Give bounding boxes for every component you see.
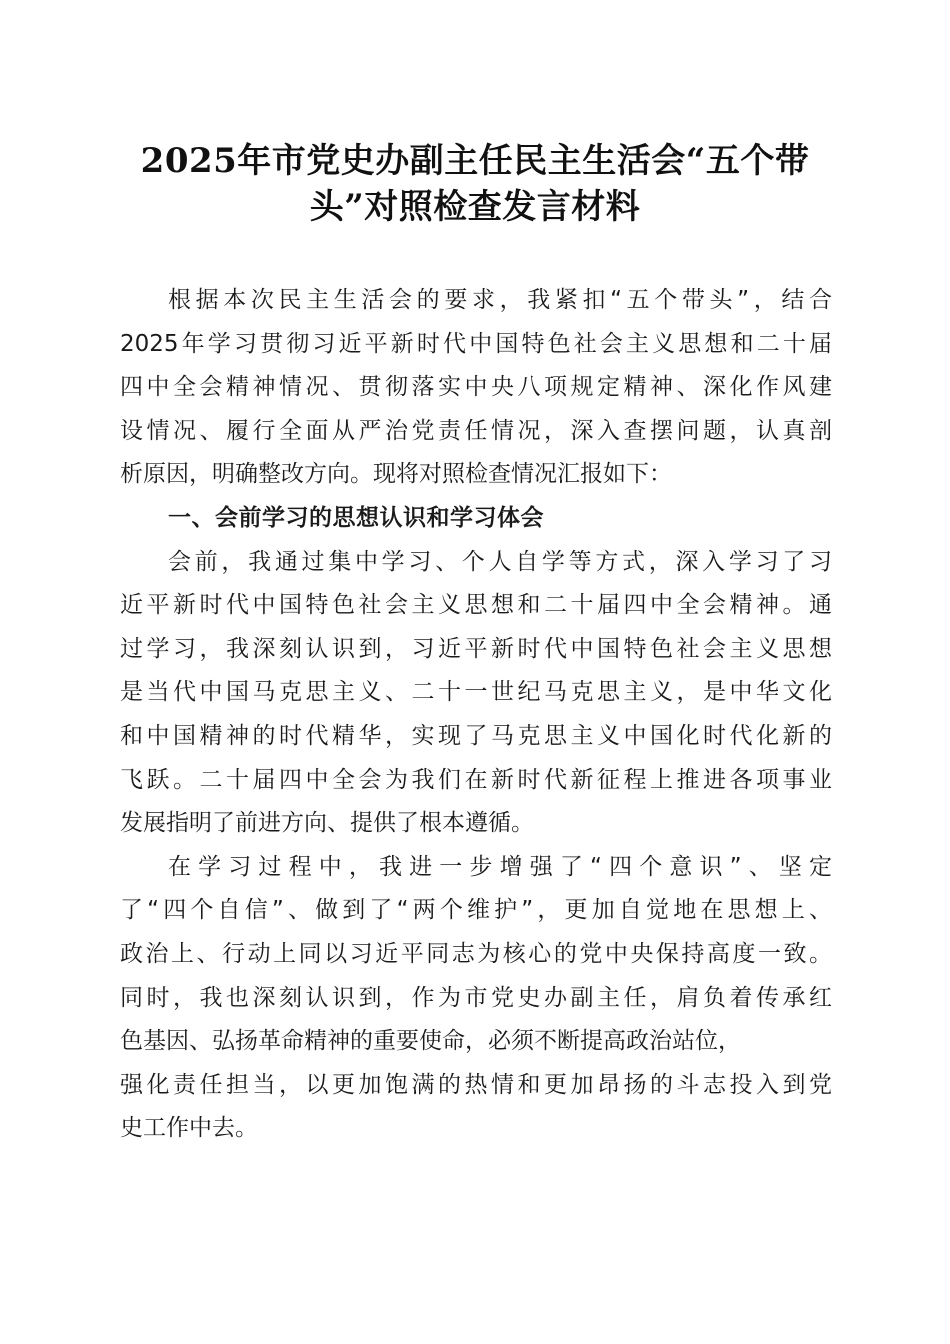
text-line: 飞跃。二十届四中全会为我们在新时代新征程上推进各项事业 — [120, 766, 832, 793]
text-line: 强化责任担当，以更加饱满的热情和更加昂扬的斗志投入到党 — [120, 1071, 832, 1098]
document-body — [120, 279, 832, 1151]
text-line: 和中国精神的时代精华，实现了马克思主义中国化时代化新的 — [120, 722, 832, 749]
intro-paragraph — [120, 279, 832, 497]
section-heading-text: 一、会前学习的思想认识和学习体会 — [168, 504, 544, 531]
text-line: 政治上、行动上同以习近平同志为核心的党中央保持高度一致。 — [120, 940, 832, 967]
text-line: 近平新时代中国特色社会主义思想和二十届四中全会精神。通 — [120, 592, 832, 619]
text-line: 四中全会精神情况、贯彻落实中央八项规定精神、深化作风建 — [120, 374, 832, 401]
text-line: 史工作中去。 — [120, 1115, 258, 1142]
text-line: 析原因，明确整改方向。现将对照检查情况汇报如下： — [120, 461, 672, 488]
section-heading — [120, 497, 832, 541]
text-line: 2025年学习贯彻习近平新时代中国特色社会主义思想和二十届 — [120, 330, 832, 357]
text-line: 发展指明了前进方向、提供了根本遵循。 — [120, 810, 534, 837]
text-line: 会前，我通过集中学习、个人自学等方式，深入学习了习 — [168, 548, 832, 575]
text-line: 了“四个自信”、做到了“两个维护”，更加自觉地在思想上、 — [120, 897, 832, 924]
document-title — [100, 138, 850, 230]
title-line: 头”对照检查发言材料 — [309, 187, 641, 227]
body-paragraph — [120, 541, 832, 846]
text-line: 过学习，我深刻认识到，习近平新时代中国特色社会主义思想 — [120, 635, 832, 662]
body-paragraph — [120, 846, 832, 1151]
text-line: 根据本次民主生活会的要求，我紧扣“五个带头”，结合 — [168, 287, 832, 313]
text-line: 是当代中国马克思主义、二十一世纪马克思主义，是中华文化 — [120, 679, 832, 706]
text-line: 色基因、弘扬革命精神的重要使命，必须不断提高政治站位， — [120, 1028, 741, 1055]
text-line: 设情况、履行全面从严治党责任情况，深入查摆问题，认真剖 — [120, 417, 832, 444]
text-line: 在学习过程中，我进一步增强了“四个意识”、坚定 — [168, 853, 832, 880]
title-line: 2025年市党史办副主任民主生活会“五个带 — [140, 141, 810, 181]
text-line: 同时，我也深刻认识到，作为市党史办副主任，肩负着传承红 — [120, 984, 832, 1011]
